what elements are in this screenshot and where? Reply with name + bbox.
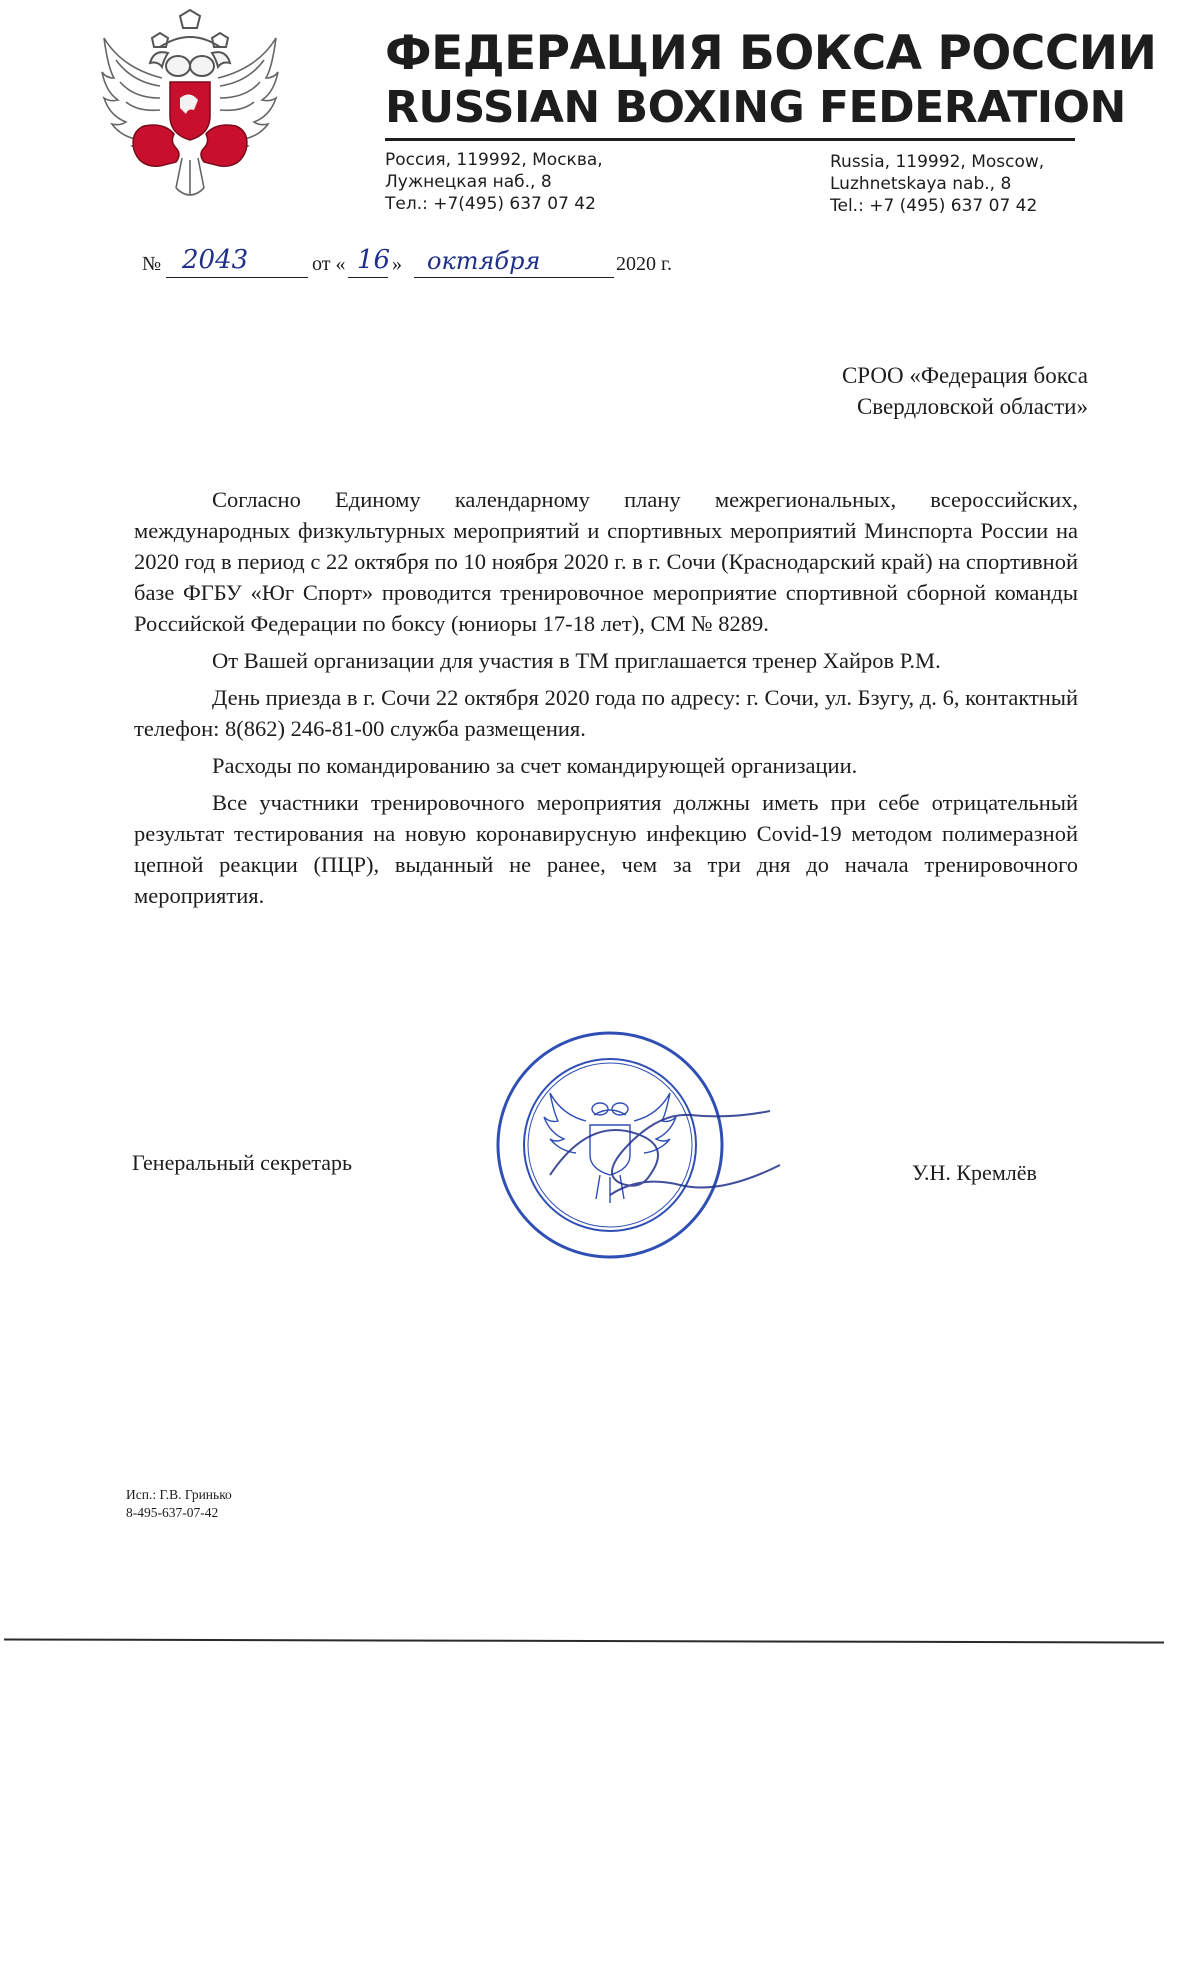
addressee-line: СРОО «Федерация бокса bbox=[841, 363, 1088, 388]
addressee-line: Свердловской области» bbox=[856, 394, 1088, 419]
day-close: » bbox=[392, 253, 402, 275]
org-name-en: RUSSIAN BOXING FEDERATION bbox=[385, 82, 1126, 133]
letter-body bbox=[134, 484, 1078, 917]
address-en-line: Luzhnetskaya nab., 8 bbox=[830, 174, 1012, 194]
address-ru-line: Лужнецкая наб., 8 bbox=[385, 172, 552, 192]
registration-day: 16 bbox=[357, 245, 391, 275]
address-en-line: Russia, 119992, Moscow, bbox=[830, 152, 1045, 172]
signatory-role: Генеральный секретарь bbox=[132, 1150, 353, 1175]
from-label: от « bbox=[312, 253, 346, 275]
registration-month: октября bbox=[427, 247, 541, 275]
number-underline bbox=[166, 277, 308, 278]
body-paragraph: Согласно Единому календарному плану межрегиональных, всероссийских, международных физкультурных мероприятий и спортивных мероприятий Минспорта России на 2020 год в период с 22 октября по 10 ноября 2020 г. в г. Сочи (Краснодарский край) на спортивной базе ФГБУ «Юг Спорт» проводится тренировочное мероприятие спортивной сборной команды Российской Федерации по боксу (юниоры 17-18 лет), СМ № 8289. bbox=[134, 487, 1078, 636]
executor-phone: 8-495-637-07-42 bbox=[126, 1505, 219, 1520]
executor-info bbox=[126, 1486, 232, 1522]
body-paragraph: Расходы по командированию за счет командирующей организации. bbox=[212, 753, 858, 778]
registration-number: 2043 bbox=[182, 245, 249, 275]
body-paragraph: От Вашей организации для участия в ТМ приглашается тренер Хайров Р.М. bbox=[212, 648, 941, 673]
address-ru-line: Тел.: +7(495) 637 07 42 bbox=[385, 194, 596, 214]
letterhead-divider bbox=[385, 138, 1075, 141]
body-paragraph: Все участники тренировочного мероприятия должны иметь при себе отрицательный результат тестирования на новую коронавирусную инфекцию Covid-19 методом полимеразной цепной реакции (ПЦР), выданный не ранее, чем за три дня до начала тренировочного мероприятия. bbox=[134, 790, 1078, 908]
address-ru-line: Россия, 119992, Москва, bbox=[385, 150, 603, 170]
body-paragraph: День приезда в г. Сочи 22 октября 2020 года по адресу: г. Сочи, ул. Бзугу, д. 6, контактный телефон: 8(862) 246-81-00 служба размещения. bbox=[134, 685, 1078, 741]
executor-name: Исп.: Г.В. Гринько bbox=[126, 1487, 232, 1502]
day-underline bbox=[348, 277, 388, 278]
address-en-line: Tel.: +7 (495) 637 07 42 bbox=[830, 196, 1038, 216]
registration-year: 2020 г. bbox=[616, 253, 672, 275]
number-label: № bbox=[142, 253, 162, 275]
address-ru bbox=[385, 149, 603, 215]
addressee bbox=[842, 360, 1088, 422]
official-stamp bbox=[490, 1025, 830, 1265]
address-en bbox=[830, 151, 1044, 217]
org-name-ru: ФЕДЕРАЦИЯ БОКСА РОССИИ bbox=[385, 26, 1157, 81]
eagle-emblem-icon bbox=[100, 8, 280, 213]
signatory-name: У.Н. Кремлёв bbox=[912, 1160, 1037, 1185]
registration-line bbox=[142, 245, 702, 285]
month-underline bbox=[414, 277, 614, 278]
